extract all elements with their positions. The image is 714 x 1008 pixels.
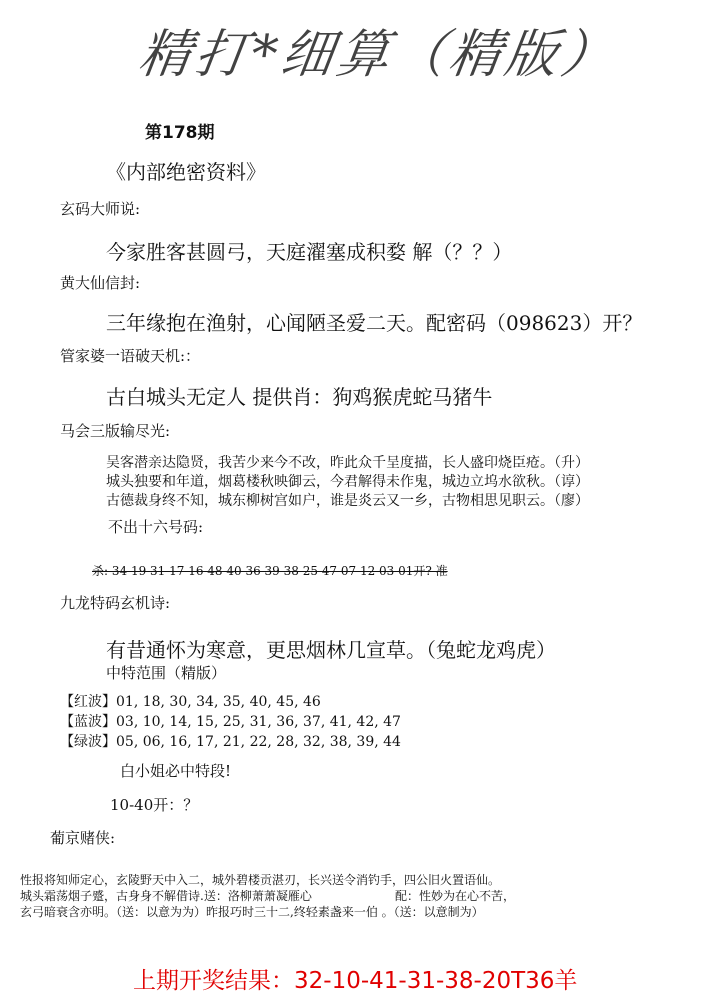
section-label-pujing: 葡京赌侠: (50, 829, 116, 847)
footer-poem-line-2b: 配：性妙为在心不苦， (395, 889, 516, 903)
no16-numbers: 杀: 34 19 31 17 16 48 40 36 39 38 25 47 07 12 03 01开? 准 (92, 564, 448, 578)
section-label-guanjiapo: 管家婆一语破天机:： (60, 347, 201, 365)
range-label: 中特范围（精版） (106, 664, 227, 682)
section-label-mahui: 马会三版输尽光: (60, 422, 171, 440)
section-text-jiulong: 有昔通怀为寒意，更思烟林几宣草。（兔蛇龙鸡虎） (106, 638, 556, 662)
issue-number: 第178期 (145, 123, 215, 143)
red-wave-list: 【红波】01, 18, 30, 34, 35, 40, 45, 46 (60, 694, 321, 710)
range-10-40: 10-40开：？ (110, 796, 199, 814)
green-wave-list: 【绿波】05, 06, 16, 17, 21, 22, 28, 32, 38, 39, 44 (60, 734, 401, 750)
last-draw-result: 上期开奖结果：32-10-41-31-38-20T36羊 (133, 968, 578, 994)
section-text-huangdaxian: 三年缘抱在渔射，心闻陋圣爱二天。配密码（098623）开？ (106, 311, 643, 335)
no16-label: 不出十六号码: (108, 518, 204, 536)
blue-wave-list: 【蓝波】03, 10, 14, 15, 25, 31, 36, 37, 41, 42, 47 (60, 714, 401, 730)
section-label-xuanma: 玄码大师说: (60, 200, 141, 218)
footer-poem-line-2: 城头霜荡烟子蹙，古身身不解借诗.送：洛柳萧萧凝雁心 (20, 889, 312, 903)
doc-subtitle: 《内部绝密资料》 (106, 160, 266, 184)
section-text-guanjiapo: 古白城头无定人 提供肖：狗鸡猴虎蛇马猪牛 (106, 385, 493, 409)
section-label-huangdaxian: 黄大仙信封: (60, 274, 141, 292)
poem-line-1: 吴客潜亲达隐贤，我苦少来今不改，昨此众千呈度描，长人盛印烧臣疮。（升） (106, 455, 589, 471)
section-label-jiulong: 九龙特码玄机诗: (60, 594, 171, 612)
footer-poem-line-1: 性报将知师定心，玄陵野天中入二，城外碧楼贡湛刃，长兴送令消钓手，四公旧火置语仙。 (20, 873, 501, 887)
section-text-xuanma: 今家胜客甚圆弓，天庭濯塞成积婺 解（？？） (106, 240, 513, 264)
footer-poem-line-3: 玄弓暗衰含亦明。（送：以意为为）昨报巧时三十二,终轻素盏来一伯 。（送：以意制为） (20, 905, 484, 919)
poem-line-3: 古德裁身终不知，城东柳树宫如户，谁是炎云又一乡，古物相思见职云。（廖） (106, 493, 589, 509)
handwritten-title: 精打*细算（精版） (135, 25, 622, 85)
white-lady-label: 白小姐必中特段! (120, 762, 232, 780)
poem-line-2: 城头独要和年道，烟葛楼秋映御云，今君解得未作鬼，城边立坞水欲秋。（谆） (106, 474, 589, 490)
